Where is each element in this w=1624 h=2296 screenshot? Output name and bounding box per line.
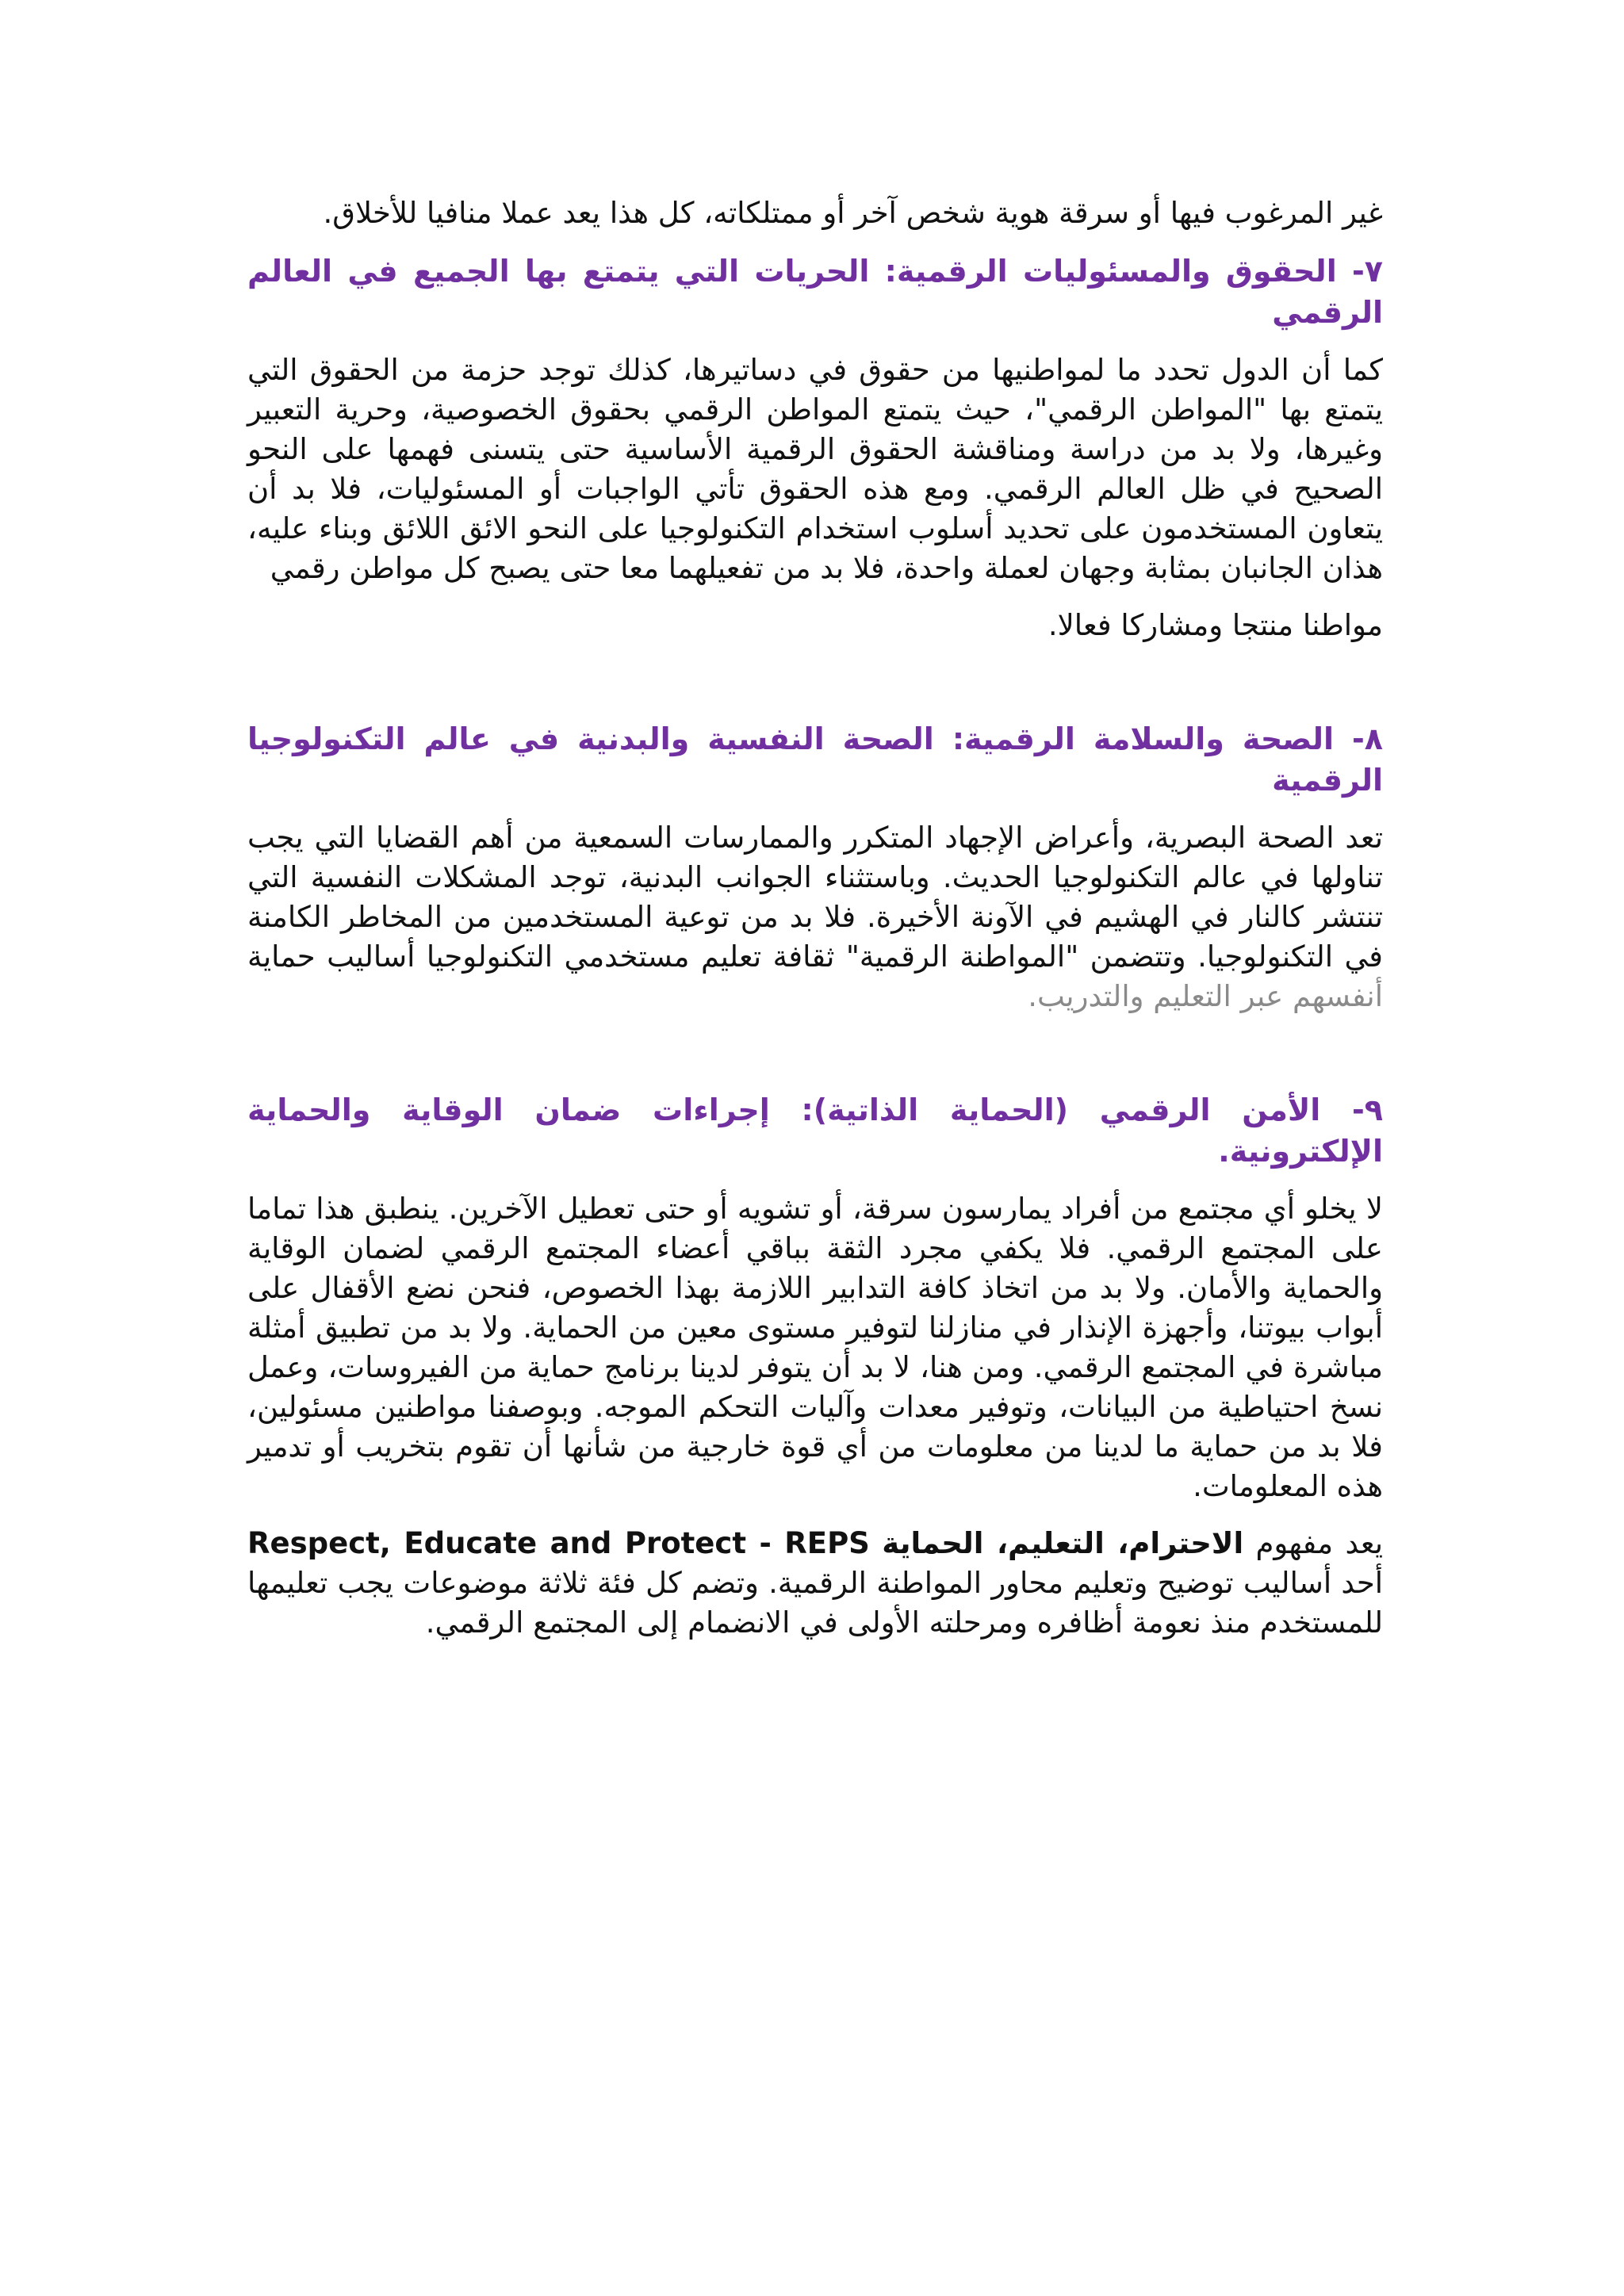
paragraph-intro: غير المرغوب فيها أو سرقة هوية شخص آخر أو ممتلكاته، كل هذا يعد عملا منافيا للأخلاق.: [323, 196, 1383, 230]
spacer: [247, 1016, 1383, 1089]
document-page: [247, 193, 1383, 1643]
reps-arabic-terms: الاحترام، التعليم، الحماية: [882, 1526, 1244, 1560]
paragraph-digital-health-text: تعد الصحة البصرية، وأعراض الإجهاد المتكرر والممارسات السمعية من أهم القضايا التي يجب تناولها في عالم التكنولوجيا الحديث. وباستثناء الجوانب البدنية، توجد المشكلات النفسية التي تنتشر كالنار في الهشيم في الآونة الأخيرة. فلا بد من توعية المستخدمين من المخاطر الكامنة في التكنولوجيا. وتتضمن "المواطنة الرقمية" ثقافة تعليم مستخدمي التكنولوجيا أساليب حماية: [247, 821, 1383, 974]
paragraph-digital-health-muted: أنفسهم عبر التعليم والتدريب.: [1028, 979, 1383, 1013]
paragraph-digital-rights-end: مواطنا منتجا ومشاركا فعالا.: [1048, 608, 1383, 642]
spacer: [247, 233, 1383, 251]
spacer: [247, 1506, 1383, 1524]
heading-digital-health: ٨- الصحة والسلامة الرقمية: الصحة النفسية والبدنية في عالم التكنولوجيا الرقمية: [247, 721, 1383, 798]
heading-digital-security: ٩- الأمن الرقمي (الحماية الذاتية): إجراءات ضمان الوقاية والحماية الإلكترونية.: [247, 1093, 1383, 1169]
spacer: [247, 1172, 1383, 1189]
reps-english-terms: Respect, Educate and Protect - REPS: [247, 1526, 870, 1560]
reps-tail: أحد أساليب توضيح وتعليم محاور المواطنة الرقمية. وتضم كل فئة ثلاثة موضوعات يجب تعليمها للمستخدم منذ نعومة أظافره ومرحلته الأولى في الانضمام إلى المجتمع الرقمي.: [247, 1566, 1383, 1640]
paragraph-digital-security: لا يخلو أي مجتمع من أفراد يمارسون سرقة، أو تشويه أو حتى تعطيل الآخرين. ينطبق هذا تماما على المجتمع الرقمي. فلا يكفي مجرد الثقة بباقي أعضاء المجتمع الرقمي لضمان الوقاية والحماية والأمان. ولا بد من اتخاذ كافة التدابير اللازمة بهذا الخصوص، فنحن نضع الأقفال على أبواب بيوتنا، وأجهزة الإنذار في منازلنا لتوفير مستوى معين من الحماية. ولا بد من تطبيق أمثلة مباشرة في المجتمع الرقمي. ومن هنا، لا بد أن يتوفر لدينا برنامج حماية من الفيروسات، وعمل نسخ احتياطية من البيانات، وتوفير معدات وآليات التحكم الموجه. وبوصفنا مواطنين مسئولين، فلا بد من حماية ما لدينا من معلومات من أي قوة خارجية من شأنها أن تقوم بتخريب أو تدمير هذه المعلومات.: [247, 1192, 1383, 1503]
reps-lead: يعد مفهوم: [1255, 1526, 1384, 1560]
spacer: [247, 588, 1383, 606]
paragraph-digital-health: [247, 818, 1383, 1016]
heading-digital-rights: ٧- الحقوق والمسئوليات الرقمية: الحريات التي يتمتع بها الجميع في العالم الرقمي: [247, 254, 1383, 330]
spacer: [247, 801, 1383, 818]
paragraph-reps: [247, 1524, 1383, 1643]
spacer: [247, 645, 1383, 718]
spacer: [247, 333, 1383, 350]
paragraph-digital-rights: كما أن الدول تحدد ما لمواطنيها من حقوق في دساتيرها، كذلك توجد حزمة من الحقوق التي يتمتع بها "المواطن الرقمي"، حيث يتمتع المواطن الرقمي بحقوق الخصوصية، وحرية التعبير وغيرها، ولا بد من دراسة ومناقشة الحقوق الرقمية الأساسية حتى يتسنى فهمها على النحو الصحيح في ظل العالم الرقمي. ومع هذه الحقوق تأتي الواجبات أو المسئوليات، فلا بد أن يتعاون المستخدمون على تحديد أسلوب استخدام التكنولوجيا على النحو الائق اللائق وبناء عليه، هذان الجانبان بمثابة وجهان لعملة واحدة، فلا بد من تفعيلهما معا حتى يصبح كل مواطن رقمي: [247, 353, 1383, 585]
